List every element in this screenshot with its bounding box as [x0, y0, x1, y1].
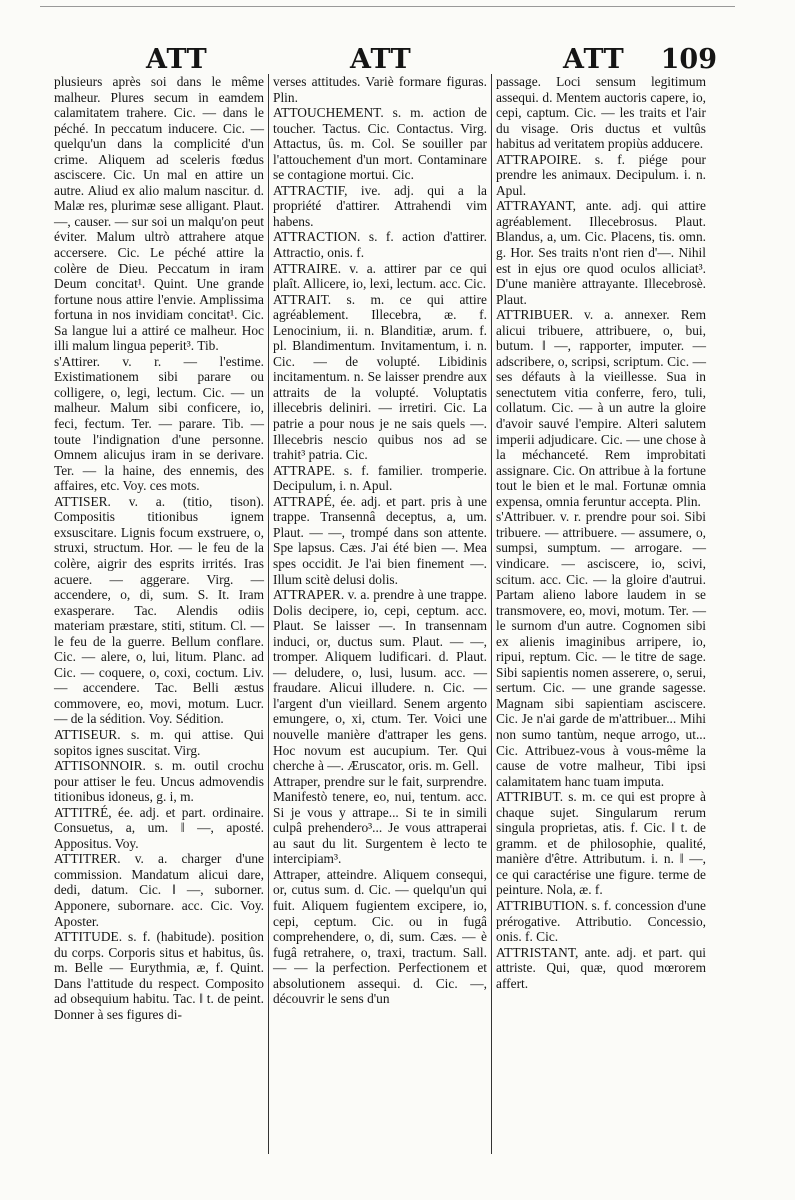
column-middle — [268, 74, 492, 1154]
dictionary-entry: ATTRIBUER. v. a. annexer. Rem alicui tribuere, attribuere, o, bui, butum. ‖ —, rapporter, imputer. — adscribere, o, scripsi, scriptum. Cic. — ses défauts à la vieillesse. Sua in senectutem vitia conferre, fero, tuli, collatum. Cic. — à un autre la gloire d'avoir sauvé l'empire. Alteri salutem imperii adjudicare. Cic. — une chose à la méchanceté. Rem improbitati assignare. Cic. On attribue à la fortune tout le bien et le mal. Fortunæ omnia expensa, omnia feruntur accepta. Plin. — [496, 307, 706, 509]
dictionary-entry: ATTISER. v. a. (titio, tison). Compositis titionibus ignem exsuscitare. Lignis focum exstruere, o, struxi, structum. Hor. — le feu de la colère, aigrir des esprits irrités. Iras acuere. — aggerare. Virg. — accendere, o, di, sum. S. It. Iram exasperare. Tac. Alendis odiis materiam præstare, stiti, stitum. Cl. — le feu de la guerre. Bellum conflare. Cic. — alere, o, lui, litum. Planc. ad Cic. — coquere, o, coxi, coctum. Liv. — accendere. Tac. Belli æstus commovere, eo, movi, motum. Lucr. — de la sédition. Voy. Sédition. — [54, 493, 264, 727]
dictionary-entry: plusieurs après soi dans le même malheur. Plures secum in eamdem calamitatem trahere. Cic. — dans le péché. In peccatum inducere. Cic. — quelqu'un dans la complicité d'un crime. Aliquem ad sceleris fœdus asciscere. Cic. Un mal en attire un autre. Aliud ex alio malum nascitur. d. Malæ res, plurimæ sese alligant. Plaut. —, causer. — sur soi un malqu'on peut éviter. Malum ultrò attrahere atque accersere. Cic. Le péché attire la colère de Dieu. Peccatum in iram Deum concitat¹. Quint. Une grande fortune nous attire l'envie. Amplissima fortuna in nos invidiam concitat¹. Cic. Sa langue lui a attiré ce malheur. Hoc illi malum lingua peperit³. Tib. — [54, 74, 264, 354]
dictionary-entry: ATTRIBUT. s. m. ce qui est propre à chaque sujet. Singularum rerum singula proprietas, atis. f. Cic. ‖ t. de gramm. et de philosophie, qualité, manière d'être. Attributum. i. n. ‖ —, ce qui caractérise une figure. terme de peinture. Nola, æ. f. — [496, 789, 706, 898]
dictionary-entry: ATTRAPOIRE. s. f. piége pour prendre les animaux. Decipulum. i. n. Apul. — [496, 151, 706, 198]
dictionary-entry: ATTITUDE. s. f. (habitude). position du corps. Corporis situs et habitus, ûs. m. Belle — Eurythmia, æ, f. Quint. Dans l'attitude du respect. Composito ad obsequium habitu. Tac. ‖ t. de peint. Donner à ses figures di- — [54, 929, 264, 1022]
dictionary-entry: ATTISONNOIR. s. m. outil crochu pour attiser le feu. Uncus admovendis titionibus idoneus, g. i, m. — [54, 758, 264, 805]
dictionary-entry: ATTISEUR. s. m. qui attise. Qui sopitos ignes suscitat. Virg. — [54, 726, 264, 758]
column-right — [492, 74, 710, 1154]
dictionary-entry: verses attitudes. Variè formare figuras. Plin. — [273, 74, 487, 105]
page-number: 109 — [660, 44, 717, 75]
dictionary-entry: ATTRAPE. s. f. familier. tromperie. Decipulum, i. n. Apul. — [273, 462, 487, 494]
dictionary-entry: ATTRACTIF, ive. adj. qui a la propriété d'attirer. Attrahendi vim habens. — [273, 182, 487, 229]
dictionary-entry: s'Attirer. v. r. — l'estime. Existimationem sibi parare ou colligere, o, legi, lectum. Cic. — un malheur. Malum sibi conficere, io, feci, fectum. Ter. — parare. Tib. — toute l'indignation d'une personne. Omnem alicujus iram in se derivare. Ter. — la haine, des ennemis, des affaires, etc. Voy. ces mots. — [54, 353, 264, 494]
dictionary-entry: ATTOUCHEMENT. s. m. action de toucher. Tactus. Cic. Contactus. Virg. Attactus, ûs. m. Col. Se souiller par l'attouchement d'un mort. Contaminare se contagione mortui. Cic. — [273, 105, 487, 183]
dictionary-entry: ATTRISTANT, ante. adj. et part. qui attriste. Qui, quæ, quod mœrorem affert. — [496, 944, 706, 991]
headword-center: ATT — [350, 44, 412, 75]
dictionary-entry: ATTRAIT. s. m. ce qui attire agréablement. Illecebra, æ. f. Lenocinium, ii. n. Blanditiæ, arum. f. pl. Blandimentum. Invitamentum, i. n. Cic. — de volupté. Libidinis incitamentum. n. Se laisser prendre aux attraits de la volupté. Voluptatis illecebris deliniri. — irretiri. Cic. La patrie a pour nous je ne sais quels —. Illecebris nescio quibus nos ad se trahit³ patria. Cic. — [273, 291, 487, 463]
dictionary-entry: ATTRAIRE. v. a. attirer par ce qui plaît. Allicere, io, lexi, lectum. acc. Cic. — [273, 260, 487, 292]
dictionary-entry: passage. Loci sensum legitimum assequi. d. Mentem auctoris capere, io, cepi, captum. Cic. — les traits et l'air du visage. Oris ductus et vultûs habitus ad veritatem propiùs adducere. — [496, 74, 706, 152]
dictionary-entry: ATTRAYANT, ante. adj. qui attire agréablement. Illecebrosus. Plaut. Blandus, a, um. Cic. Placens, tis. omn. g. Hor. Ses traits n'ont rien d'—. Nihil est in ejus ore quod oculos alliciat³. D'une manière attrayante. Illecebrosè. Plaut. — [496, 198, 706, 307]
text-columns — [50, 74, 712, 1154]
dictionary-entry: ATTRIBUTION. s. f. concession d'une prérogative. Attributio. Concessio, onis. f. Cic. — [496, 897, 706, 945]
dictionary-entry: ATTITRÉ, ée. adj. et part. ordinaire. Consuetus, a, um. ‖ —, aposté. Appositus. Voy. — [54, 804, 264, 851]
headword-left: ATT — [146, 44, 208, 75]
dictionary-entry: ATTITRER. v. a. charger d'une commission. Mandatum alicui dare, dedi, datum. Cic. ‖ —, suborner. Apponere, subornare. acc. Cic. Voy. Aposter. — [54, 851, 264, 929]
headword-right: ATT — [563, 44, 625, 75]
dictionary-entry: Attraper, atteindre. Aliquem consequi, or, cutus sum. d. Cic. — quelqu'un qui fuit. Aliquem fugientem excipere, io, cepi, ceptum. Cic. ou in fugâ comprehendere, o, di, sum. Cæs. — è fugâ retrahere, o, traxi, tractum. Sall. — — la perfection. Perfectionem et absolutionem assequi. d. Cic. —, découvrir le sens d'un — [273, 866, 487, 1007]
dictionary-entry: ATTRAPER. v. a. prendre à une trappe. Dolis decipere, io, cepi, ceptum. acc. Plaut. Se laisser —. In transennam induci, or, ductus sum. Plaut. — —, tromper. Aliquem ludificari. d. Plaut. — deludere, o, lusi, lusum. acc. — fraudare. Alicui illudere. n. Cic. — l'argent d'un vieillard. Senem argento emungere, o, xi, ctum. Ter. Voici une nouvelle manière d'attraper les gens. Hoc novum est aucupium. Ter. Qui cherche à —. Æruscator, oris. m. Gell. — [273, 587, 487, 774]
dictionary-entry: Attraper, prendre sur le fait, surprendre. Manifestò tenere, eo, nui, tentum. acc. Si je vous y attrape... Si te in simili culpâ prehendero³... Je vous attraperai au saut du lit. Surgentem è lecto te intercipiam³. — [273, 773, 487, 867]
dictionary-entry: ATTRAPÉ, ée. adj. et part. pris à une trappe. Transennâ deceptus, a, um. Plaut. — —, trompé dans son attente. Spe lapsus. Cæs. J'ai été bien —. Mea spes occidit. Je l'ai bien finement —. Illum scitè delusi dolis. — [273, 493, 487, 587]
column-left — [50, 74, 268, 1154]
dictionary-entry: s'Attribuer. v. r. prendre pour soi. Sibi tribuere. — attribuere. — assumere, o, sumpsi, sumptum. — arrogare. — vindicare. — asciscere, io, scivi, scitum. acc. Cic. — la gloire d'autrui. Partam alieno labore laudem in se transmovere, eo, movi, motum. Ter. — le surnom d'un autre. Cognomen sibi ex alienis imaginibus arripere, io, ripui, reptum. Cic. — le titre de sage. Sibi sapientis nomen asserere, o, serui, sertum. Cic. — une grande sagesse. Magnam sibi sapientiam asciscere. Cic. Je n'ai garde de m'attribuer... Mihi non sumo tantùm, neque arrogo, ut... Cic. Attribuez-vous à vous-même la cause de votre malheur, Tibi ipsi calamitatem hanc tuam imputa. — [496, 509, 706, 789]
top-rule — [40, 6, 735, 7]
running-header — [50, 44, 717, 78]
dictionary-entry: ATTRACTION. s. f. action d'attirer. Attractio, onis. f. — [273, 229, 487, 261]
